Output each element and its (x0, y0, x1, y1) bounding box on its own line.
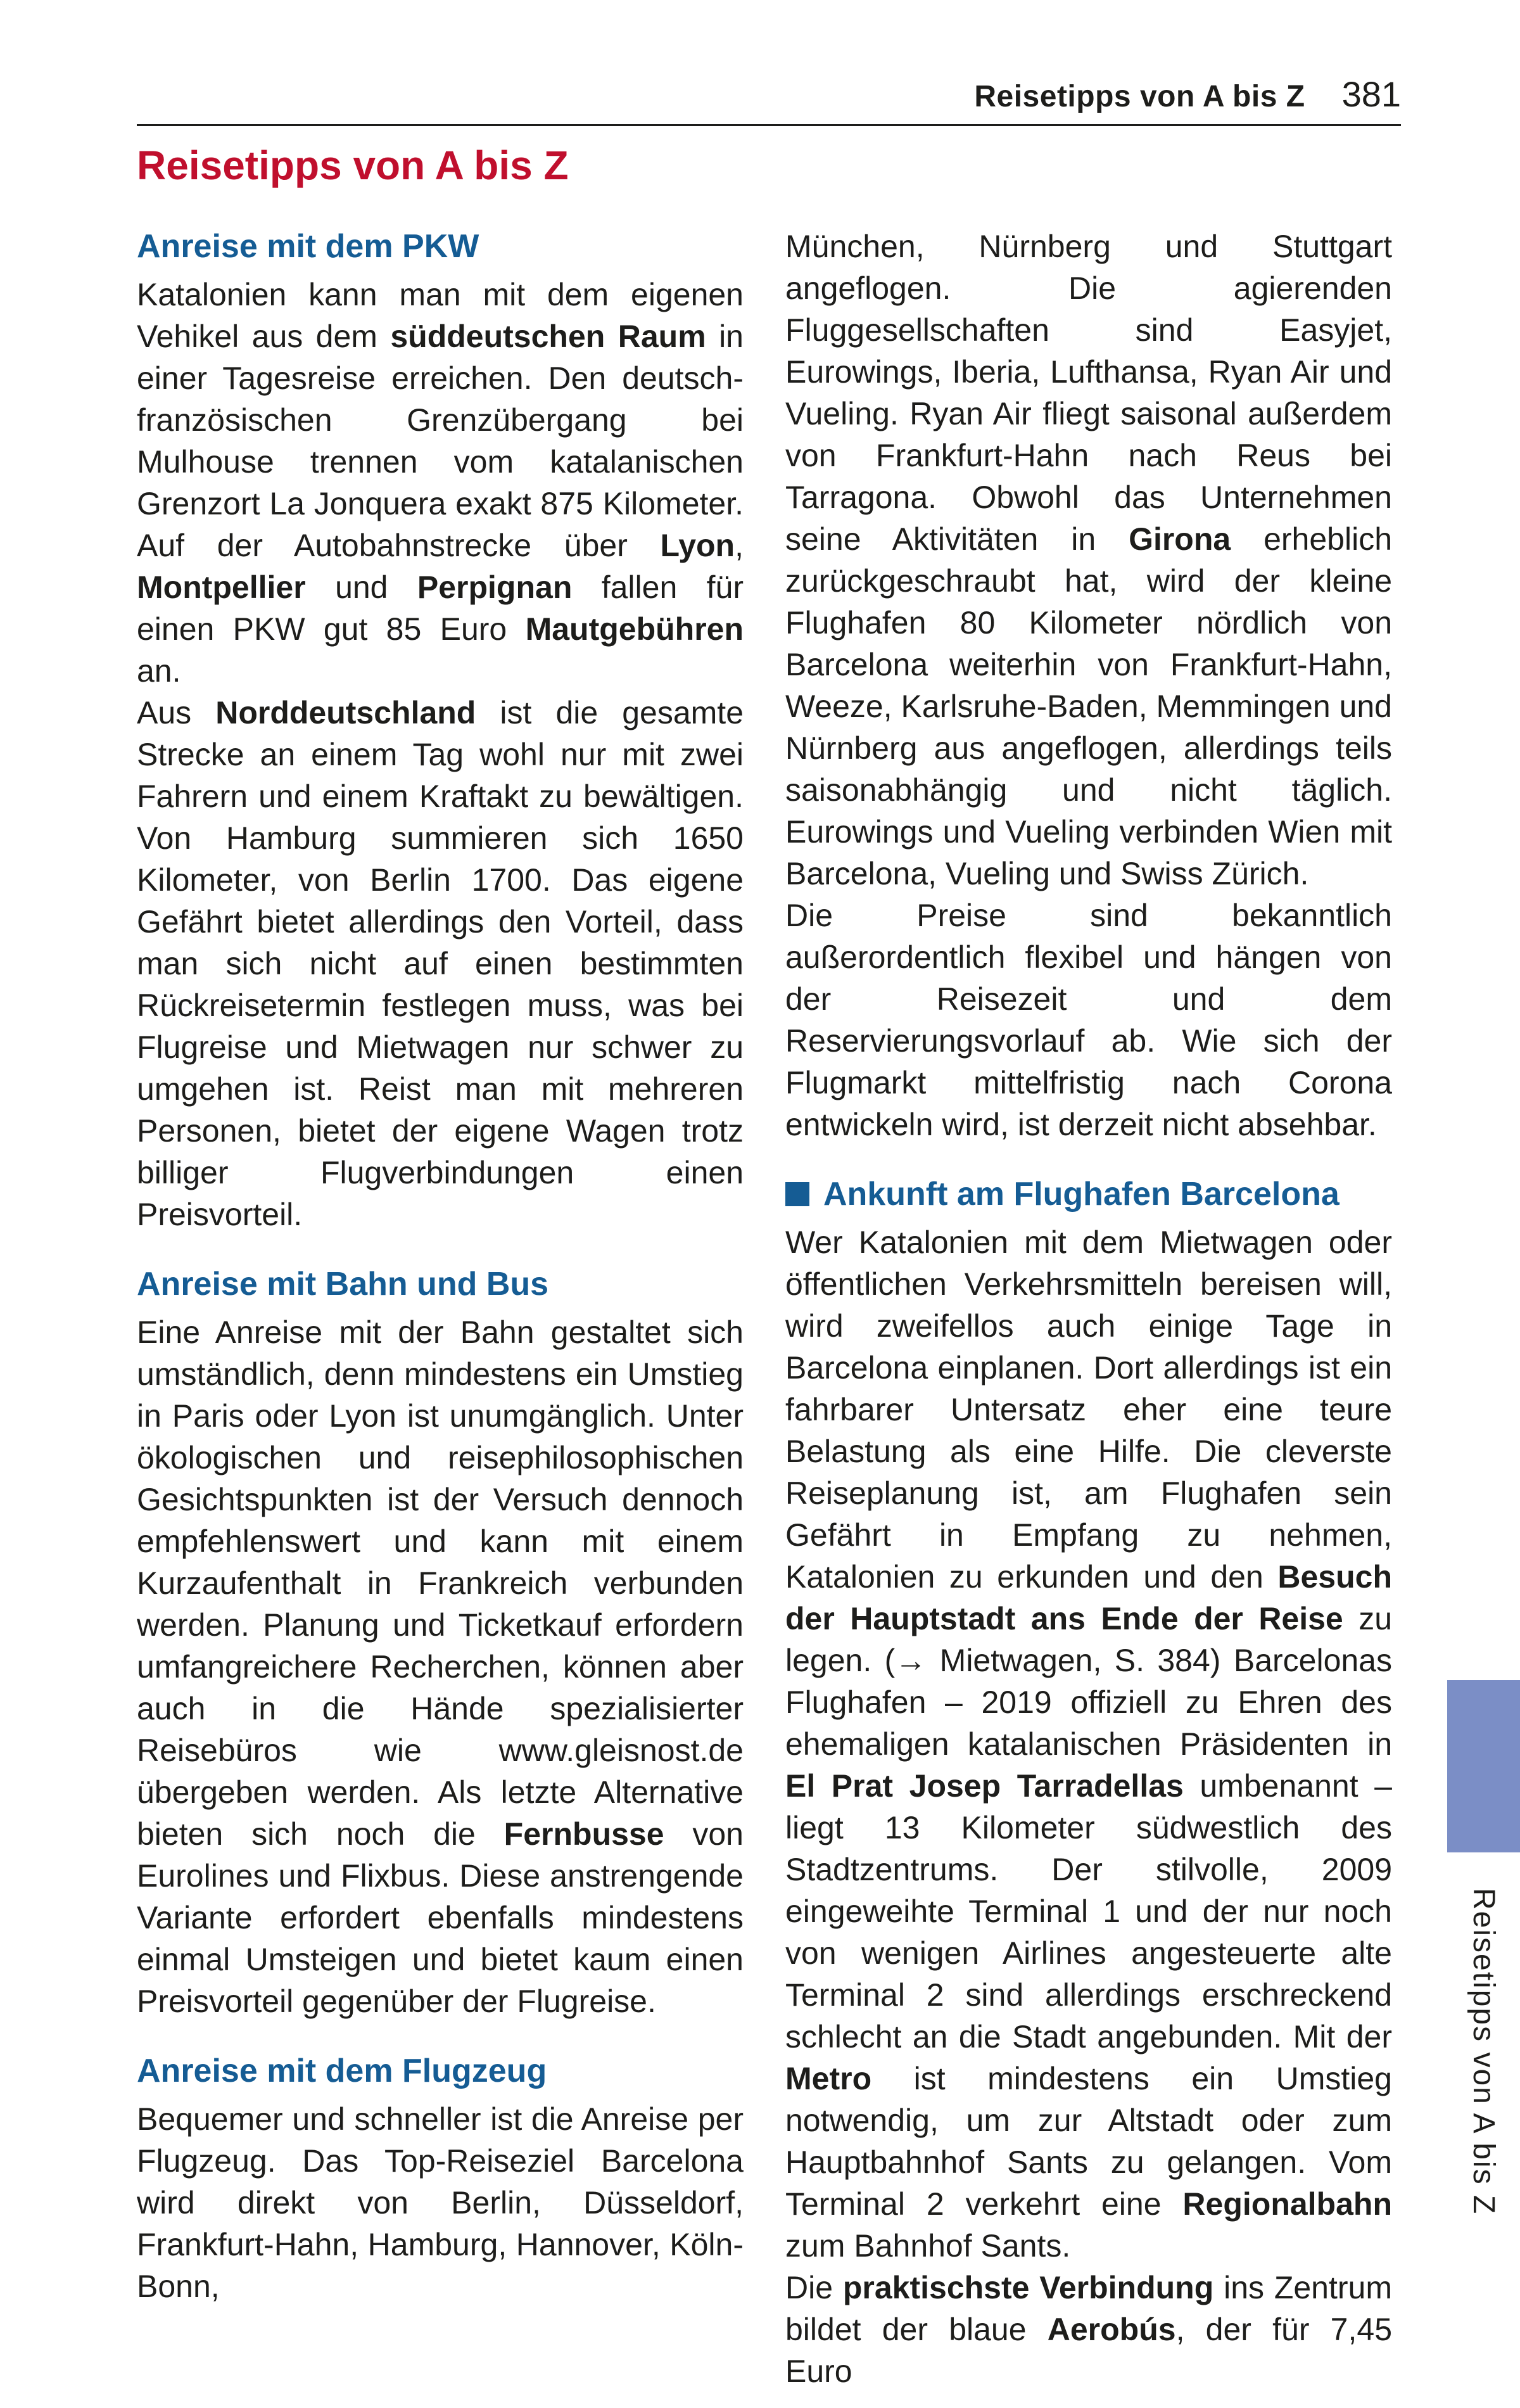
text-run: und (305, 570, 417, 605)
text-run: , (735, 528, 744, 563)
chapter-tab-label: Reisetipps von A bis Z (1467, 1888, 1500, 2215)
text-run: Wer Katalonien mit dem Mietwagen oder öffentlichen Verkehrsmitteln bereisen will, wird zweifellos auch einige Tage in Barcelona einplanen. Dort allerdings ist ein fahrbarer Untersatz eher eine teure Belastung als eine Hilfe. Die cleverste Reiseplanung ist, am Flughafen sein Gefährt in Empfang zu nehmen, Katalonien zu erkunden und den (785, 1225, 1392, 1595)
right-column (785, 226, 1392, 2392)
section-heading-label: Anreise mit dem PKW (137, 228, 479, 265)
paragraph (137, 1311, 744, 2022)
emphasis-text: Besuch der Hauptstadt ans Ende der Reise (785, 1559, 1392, 1636)
text-run: ist die gesamte Strecke an einem Tag wohl nur mit zwei Fahrern und einem Kraftakt zu bewältigen. Von Hamburg summieren sich 1650 Kilometer, von Berlin 1700. Das eigene Gefährt bietet allerdings den Vorteil, dass man sich nicht auf einen bestimmten Rückreisetermin festlegen muss, was bei Flugreise und Mietwagen nur schwer zu umgehen ist. Reist man mit mehreren Personen, bietet der eigene Wagen trotz billiger Flugverbindungen einen Preisvorteil. (137, 695, 744, 1232)
emphasis-text: El Prat Josep Tarradellas (785, 1768, 1184, 1804)
text-run: fallen für einen PKW gut 85 Euro (137, 570, 744, 647)
text-run: an. (137, 653, 181, 689)
paragraph (137, 274, 744, 692)
emphasis-text: Girona (1129, 521, 1231, 557)
text-run: in einer Tagesreise erreichen. Den deutsch-französischen Grenzübergang bei Mulhouse trennen vom katalanischen Grenzort La Jonquera exakt 875 Kilometer. Auf der Autobahnstrecke über (137, 319, 744, 563)
section-heading (137, 2050, 744, 2092)
text-run: von Eurolines und Flixbus. Diese anstrengende Variante erfordert ebenfalls mindestens einmal Umsteigen und bietet kaum einen Preisvorteil gegenüber der Flugreise. (137, 1816, 744, 2019)
emphasis-text: süddeutschen Raum (390, 319, 706, 354)
emphasis-text: Perpignan (417, 570, 573, 605)
emphasis-text: Regionalbahn (1182, 2186, 1392, 2222)
paragraph (137, 692, 744, 1235)
text-run: Die (785, 2270, 843, 2305)
page-title: Reisetipps von A bis Z (137, 143, 569, 188)
paragraph (785, 895, 1392, 1145)
section-heading (785, 1173, 1392, 1215)
text-run: Die Preise sind bekanntlich außerordentlich flexibel und hängen von der Reisezeit und dem Reservierungsvorlauf ab. Wie sich der Flugmarkt mittelfristig nach Corona entwickeln wird, ist derzeit nicht absehbar. (785, 898, 1392, 1142)
section-heading-label: Anreise mit Bahn und Bus (137, 1266, 549, 1303)
paragraph (785, 1221, 1392, 2267)
section-heading-label: Ankunft am Flughafen Barcelona (823, 1176, 1340, 1213)
emphasis-text: Lyon (660, 528, 735, 563)
text-run: München, Nürnberg und Stuttgart angeflogen. Die agierenden Fluggesellschaften sind Easyjet, Eurowings, Iberia, Lufthansa, Ryan Air und Vueling. Ryan Air fliegt saisonal außerdem von Frankfurt-Hahn nach Reus bei Tarragona. Obwohl das Unternehmen seine Aktivitäten in (785, 229, 1392, 557)
running-header (137, 73, 1401, 115)
text-run: zum Bahnhof Sants. (785, 2228, 1071, 2264)
section-heading (137, 1263, 744, 1305)
page-number: 381 (1341, 74, 1401, 114)
chapter-thumb-tab (1447, 1680, 1520, 1852)
paragraph (785, 226, 1392, 895)
emphasis-text: Montpellier (137, 570, 306, 605)
emphasis-text: Fernbusse (504, 1816, 664, 1852)
emphasis-text: Norddeutschland (215, 695, 476, 730)
text-run: zu legen. (→ Mietwagen, S. 384) Barcelonas Flughafen – 2019 offiziell zu Ehren des ehemaligen katalanischen Präsidenten in (785, 1601, 1392, 1762)
running-header-title: Reisetipps von A bis Z (974, 80, 1305, 113)
paragraph (137, 2098, 744, 2307)
emphasis-text: Mautgebühren (525, 611, 744, 647)
emphasis-text: Aerobús (1047, 2312, 1176, 2347)
text-run: ins Zentrum bildet der blaue (785, 2270, 1392, 2347)
text-run: umbenannt – liegt 13 Kilometer südwestlich des Stadtzentrums. Der stilvolle, 2009 eingeweihte Terminal 1 und der nur noch von wenigen Airlines angesteuerte alte Terminal 2 sind allerdings erschreckend schlecht an die Stadt angebunden. Mit der (785, 1768, 1392, 2054)
header-rule (137, 124, 1401, 126)
text-run: Aus (137, 695, 216, 730)
paragraph (785, 2267, 1392, 2392)
text-columns (137, 226, 1392, 2392)
text-run: , der für 7,45 Euro (785, 2312, 1392, 2389)
emphasis-text: Metro (785, 2061, 872, 2096)
section-heading (137, 226, 744, 267)
text-run: Katalonien kann man mit dem eigenen Vehikel aus dem (137, 277, 744, 354)
emphasis-text: praktischste Verbindung (842, 2270, 1214, 2305)
section-heading-label: Anreise mit dem Flugzeug (137, 2053, 547, 2089)
text-run: ist mindestens ein Umstieg notwendig, um zur Altstadt oder zum Hauptbahnhof Sants zu gelangen. Vom Terminal 2 verkehrt eine (785, 2061, 1392, 2222)
section-square-marker-icon (785, 1182, 809, 1206)
text-run: erheblich zurückgeschraubt hat, wird der kleine Flughafen 80 Kilometer nördlich von Barcelona weiterhin von Frankfurt-Hahn, Weeze, Karlsruhe-Baden, Memmingen und Nürnberg aus angeflogen, allerdings teils saisonabhängig und nicht täglich. Eurowings und Vueling verbinden Wien mit Barcelona, Vueling und Swiss Zürich. (785, 521, 1393, 891)
left-column (137, 226, 744, 2392)
text-run: Bequemer und schneller ist die Anreise per Flugzeug. Das Top-Reiseziel Barcelona wird direkt von Berlin, Düsseldorf, Frankfurt-Hahn, Hamburg, Hannover, Köln-Bonn, (137, 2101, 744, 2304)
text-run: Eine Anreise mit der Bahn gestaltet sich umständlich, denn mindestens ein Umstieg in Paris oder Lyon ist unumgänglich. Unter ökologischen und reisephilosophischen Gesichtspunkten ist der Versuch dennoch empfehlenswert und kann mit einem Kurzaufenthalt in Frankreich verbunden werden. Planung und Ticketkauf erfordern umfangreichere Recherchen, können aber auch in die Hände spezialisierter Reisebüros wie www.gleisnost.de übergeben werden. Als letzte Alternative bieten sich noch die (137, 1315, 744, 1852)
